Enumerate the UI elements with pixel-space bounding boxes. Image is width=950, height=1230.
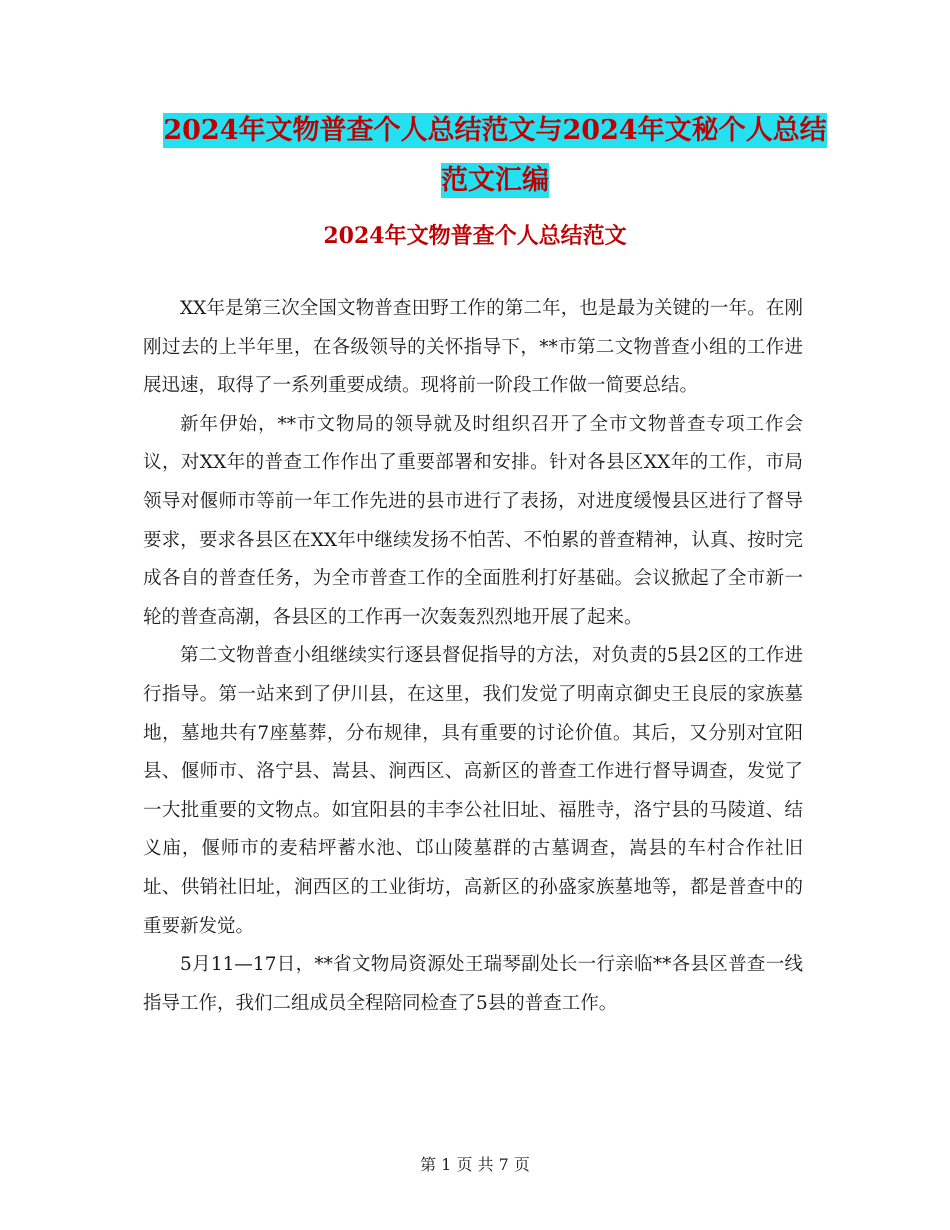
document-title <box>100 106 890 206</box>
section-title: 2024年文物普查个人总结范文 <box>323 223 627 249</box>
paragraph-1: XX年是第三次全国文物普查田野工作的第二年，也是最为关键的一年。在刚刚过去的上半年里，在各级领导的关怀指导下，**市第二文物普查小组的工作进展迅速，取得了一系列重要成绩。现将前一阶段工作做一简要总结。 <box>143 298 803 397</box>
paragraph-2: 新年伊始，**市文物局的领导就及时组织召开了全市文物普查专项工作会议，对XX年的普查工作作出了重要部署和安排。针对各县区XX年的工作，市局领导对偃师市等前一年工作先进的县市进行了表扬，对进度缓慢县区进行了督导要求，要求各县区在XX年中继续发扬不怕苦、不怕累的普查精神，认真、按时完成各自的普查任务，为全市普查工作的全面胜利打好基础。会议掀起了全市新一轮的普查高潮，各县区的工作再一次轰轰烈烈地开展了起来。 <box>143 413 803 628</box>
title-line-1: 2024年文物普查个人总结范文与2024年文秘个人总结 <box>163 115 827 146</box>
paragraph-4: 5月11—17日，**省文物局资源处王瑞琴副处长一行亲临**各县区普查一线指导工作，我们二组成员全程陪同检查了5县的普查工作。 <box>143 954 803 1014</box>
page-number-footer: 第 1 页 共 7 页 <box>420 1155 530 1174</box>
document-body <box>143 290 803 1023</box>
title-line-2: 范文汇编 <box>441 165 549 196</box>
paragraph-3: 第二文物普查小组继续实行逐县督促指导的方法，对负责的5县2区的工作进行指导。第一站来到了伊川县，在这里，我们发觉了明南京御史王良辰的家族墓地，墓地共有7座墓葬，分布规律，具有重要的讨论价值。其后，又分别对宜阳县、偃师市、洛宁县、嵩县、涧西区、高新区的普查工作进行督导调查，发觉了一大批重要的文物点。如宜阳县的丰李公社旧址、福胜寺，洛宁县的马陵道、结义庙，偃师市的麦秸坪蓄水池、邙山陵墓群的古墓调查，嵩县的车村合作社旧址、供销社旧址，涧西区的工业街坊，高新区的孙盛家族墓地等，都是普查中的重要新发觉。 <box>143 645 803 937</box>
